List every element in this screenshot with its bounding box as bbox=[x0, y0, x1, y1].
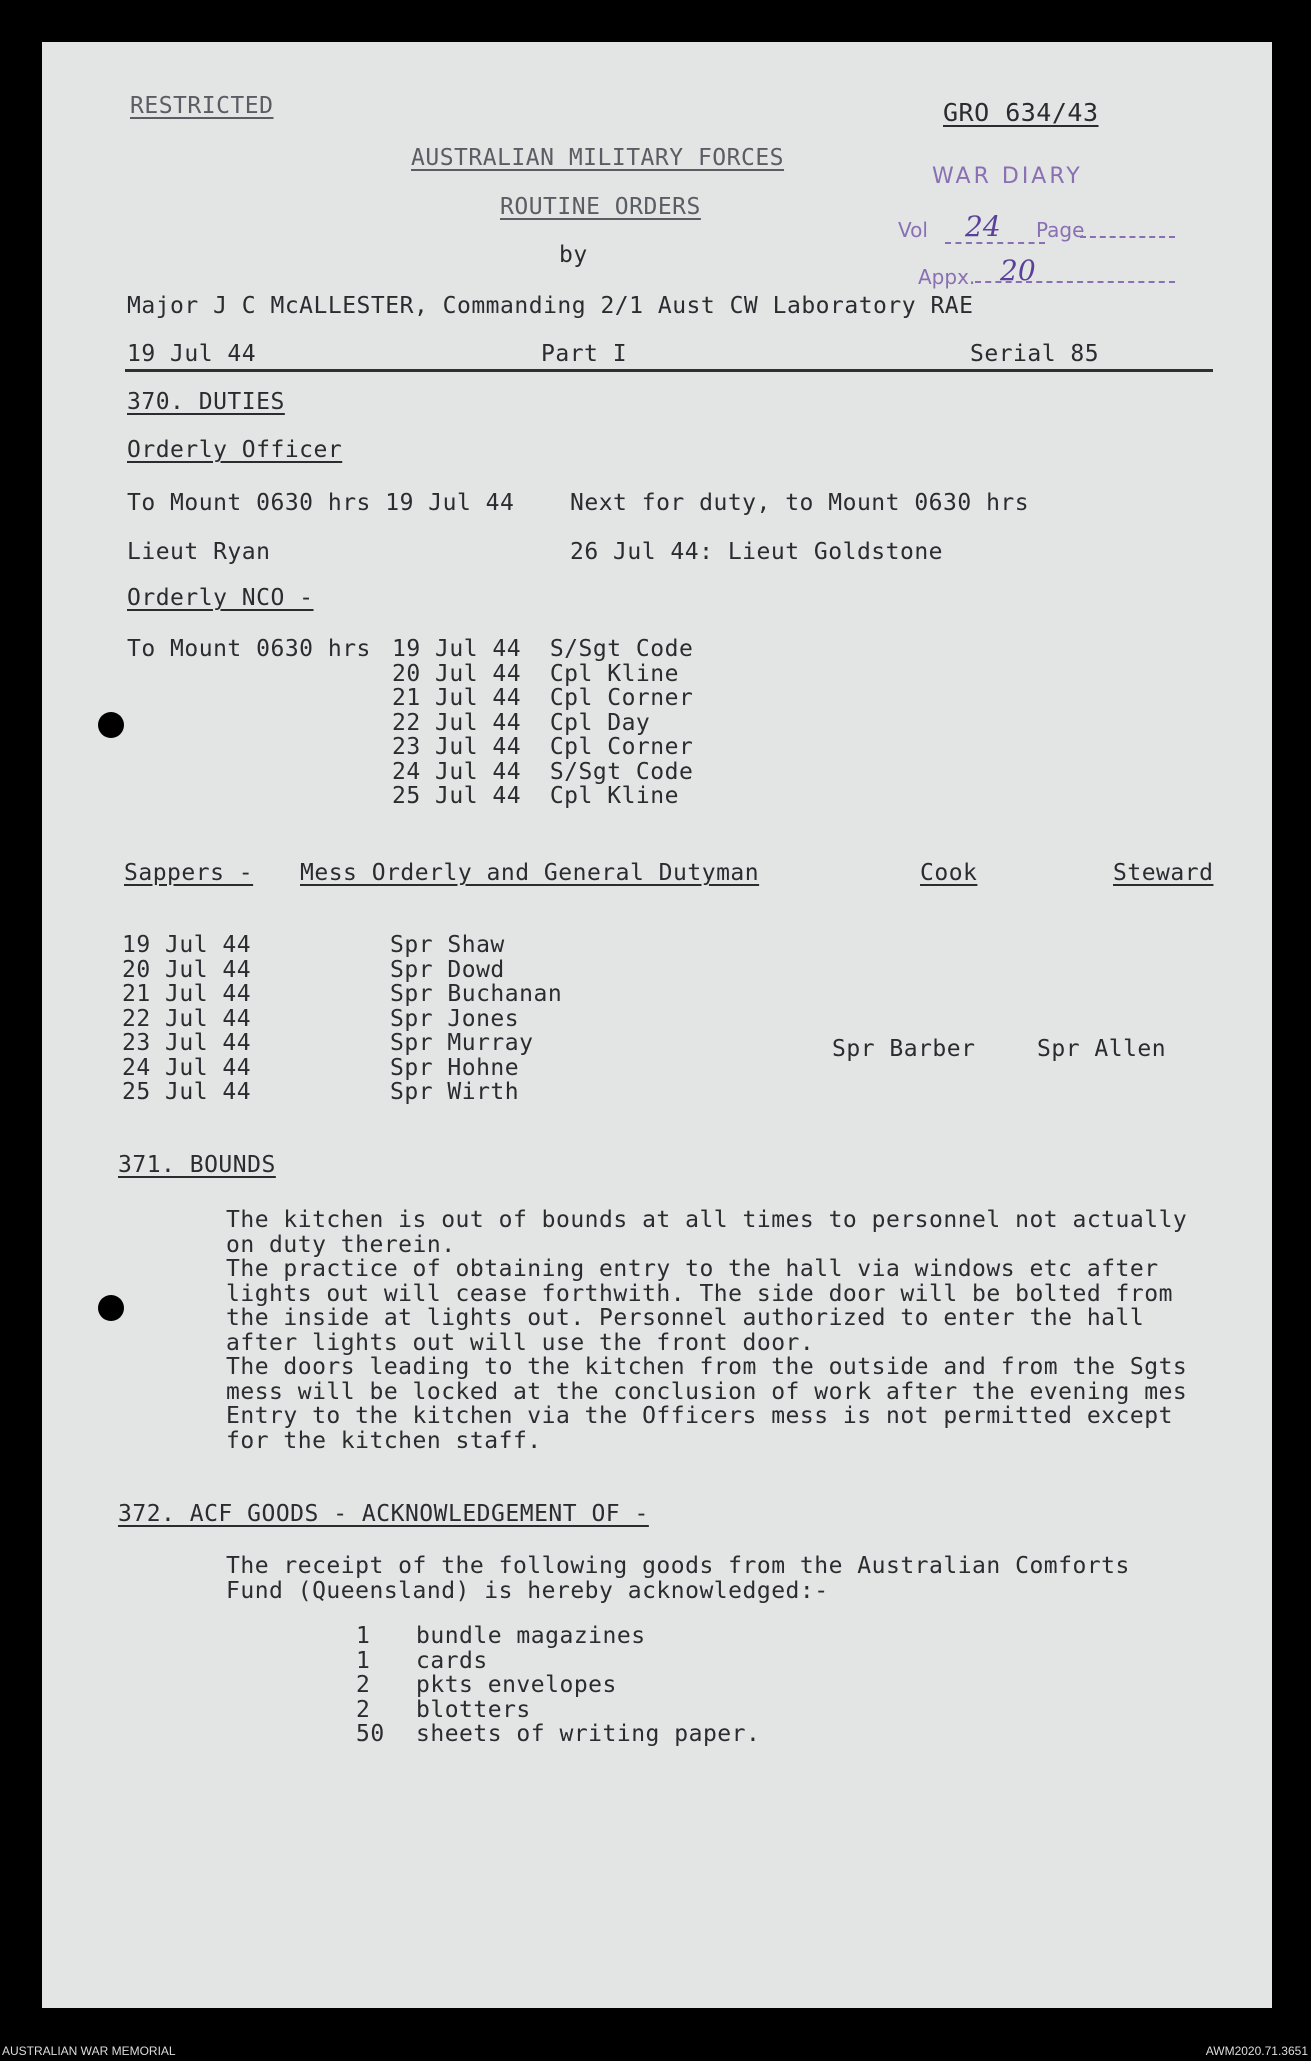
war-diary-vol-line bbox=[945, 242, 1045, 244]
nco-date: 22 Jul 44 bbox=[392, 709, 522, 736]
acf-item-desc: blotters bbox=[416, 1696, 531, 1723]
nco-date: 23 Jul 44 bbox=[392, 734, 522, 760]
sapper-name: Spr Jones bbox=[390, 1005, 520, 1032]
nco-name: Cpl Kline bbox=[549, 783, 679, 809]
acf-intro-line: Fund (Queensland) is hereby acknowledged:- bbox=[226, 1577, 829, 1604]
mess-orderly-heading: Mess Orderly and General Dutyman bbox=[300, 860, 760, 886]
bounds-line: The practice of obtaining entry to the hall via windows etc after bbox=[226, 1256, 1159, 1282]
bounds-line: lights out will cease forthwith. The side door will be bolted from bbox=[226, 1280, 1173, 1307]
nco-row bbox=[392, 662, 693, 687]
order-date: 19 Jul 44 bbox=[127, 341, 257, 367]
nco-name: Cpl Corner bbox=[549, 685, 694, 711]
acf-item-qty: 2 bbox=[356, 1696, 371, 1723]
commander-line: Major J C McALLESTER, Commanding 2/1 Aust CW Laboratory RAE bbox=[127, 293, 974, 319]
acf-intro-line: The receipt of the following goods from the Australian Comforts bbox=[226, 1553, 1130, 1579]
acf-item-desc: pkts envelopes bbox=[416, 1672, 617, 1698]
orderly-nco-prefix: To Mount 0630 hrs bbox=[127, 636, 371, 662]
nco-row bbox=[392, 735, 693, 760]
order-serial: Serial 85 bbox=[970, 341, 1100, 367]
nco-row bbox=[392, 760, 693, 785]
nco-date: 20 Jul 44 bbox=[392, 660, 522, 687]
war-diary-vol-label: Vol bbox=[898, 218, 928, 242]
punch-hole bbox=[98, 712, 124, 738]
by-line: by bbox=[559, 242, 588, 268]
sapper-name: Spr Hohne bbox=[390, 1054, 520, 1081]
steward-heading: Steward bbox=[1113, 860, 1214, 886]
reference-number: GRO 634/43 bbox=[943, 98, 1099, 127]
nco-row bbox=[392, 686, 693, 711]
war-diary-vol-value: 24 bbox=[965, 210, 1001, 243]
cook-heading: Cook bbox=[920, 860, 978, 886]
orderly-nco-heading: Orderly NCO - bbox=[127, 585, 314, 611]
bounds-line: mess will be locked at the conclusion of work after the evening mes bbox=[226, 1378, 1188, 1405]
archive-reference: AWM2020.71.3651 bbox=[1205, 2044, 1308, 2058]
bounds-line: The doors leading to the kitchen from the outside and from the Sgts bbox=[226, 1354, 1188, 1380]
nco-name: Cpl Day bbox=[549, 709, 651, 736]
war-diary-stamp-title: WAR DIARY bbox=[932, 164, 1083, 189]
acf-item-descs bbox=[416, 1624, 760, 1747]
acf-item-desc: bundle magazines bbox=[416, 1623, 646, 1649]
nco-date: 24 Jul 44 bbox=[392, 758, 522, 785]
sapper-date: 22 Jul 44 bbox=[122, 1005, 252, 1032]
acf-item-qtys bbox=[356, 1624, 385, 1747]
acf-item-qty: 1 bbox=[356, 1647, 371, 1674]
organisation-heading: AUSTRALIAN MILITARY FORCES bbox=[411, 145, 785, 171]
section-372-intro bbox=[226, 1554, 1130, 1603]
sapper-date: 23 Jul 44 bbox=[122, 1030, 252, 1056]
nco-row bbox=[392, 784, 693, 809]
sapper-name: Spr Dowd bbox=[390, 956, 505, 983]
sapper-name: Spr Murray bbox=[390, 1030, 534, 1056]
nco-date: 25 Jul 44 bbox=[392, 783, 522, 809]
order-part: Part I bbox=[541, 341, 628, 367]
war-diary-appx-value: 20 bbox=[1000, 254, 1036, 287]
sapper-dates bbox=[122, 933, 251, 1105]
acf-item-desc: cards bbox=[416, 1647, 488, 1674]
war-diary-page-label: Page bbox=[1036, 218, 1085, 242]
sapper-date: 21 Jul 44 bbox=[122, 981, 252, 1007]
acf-item-qty: 1 bbox=[356, 1623, 371, 1649]
section-371-heading: 371. BOUNDS bbox=[118, 1152, 276, 1178]
acf-item-qty: 2 bbox=[356, 1672, 371, 1698]
bounds-line: Entry to the kitchen via the Officers mess is not permitted except bbox=[226, 1403, 1173, 1429]
nco-row bbox=[392, 711, 693, 736]
orderly-officer-name: Lieut Ryan bbox=[127, 539, 271, 565]
classification-label: RESTRICTED bbox=[130, 93, 274, 119]
nco-name: S/Sgt Code bbox=[549, 636, 694, 662]
cook-name: Spr Barber bbox=[832, 1036, 976, 1062]
orderly-officer-mount: To Mount 0630 hrs 19 Jul 44 bbox=[127, 490, 515, 516]
nco-date: 21 Jul 44 bbox=[392, 685, 522, 711]
acf-item-qty: 50 bbox=[356, 1721, 385, 1747]
section-371-body bbox=[226, 1208, 1187, 1453]
nco-row bbox=[392, 637, 693, 662]
sapper-date: 24 Jul 44 bbox=[122, 1054, 252, 1081]
nco-roster bbox=[392, 637, 693, 809]
header-rule bbox=[125, 369, 1213, 372]
acf-item-desc: sheets of writing paper. bbox=[416, 1721, 761, 1747]
sapper-date: 20 Jul 44 bbox=[122, 956, 252, 983]
sappers-label: Sappers - bbox=[124, 860, 254, 886]
bounds-line: for the kitchen staff. bbox=[226, 1427, 542, 1454]
section-370-heading: 370. DUTIES bbox=[127, 389, 285, 415]
sapper-name: Spr Buchanan bbox=[390, 981, 563, 1007]
section-372-heading: 372. ACF GOODS - ACKNOWLEDGEMENT OF - bbox=[118, 1501, 649, 1527]
bounds-line: The kitchen is out of bounds at all times to personnel not actually bbox=[226, 1207, 1188, 1233]
punch-hole bbox=[98, 1295, 124, 1321]
document-title: ROUTINE ORDERS bbox=[500, 194, 701, 220]
bounds-line: on duty therein. bbox=[226, 1231, 456, 1258]
war-diary-appx-label: Appx. bbox=[918, 265, 976, 289]
sapper-date: 19 Jul 44 bbox=[122, 932, 252, 958]
nco-date: 19 Jul 44 bbox=[392, 636, 522, 662]
sapper-names bbox=[390, 933, 562, 1105]
archive-credit: AUSTRALIAN WAR MEMORIAL bbox=[2, 2044, 176, 2058]
sapper-date: 25 Jul 44 bbox=[122, 1079, 252, 1105]
sapper-name: Spr Wirth bbox=[390, 1079, 520, 1105]
sapper-name: Spr Shaw bbox=[390, 932, 505, 958]
orderly-officer-next: Next for duty, to Mount 0630 hrs bbox=[570, 490, 1030, 516]
nco-name: Cpl Corner bbox=[549, 734, 694, 760]
nco-name: S/Sgt Code bbox=[549, 758, 694, 785]
steward-name: Spr Allen bbox=[1037, 1036, 1167, 1062]
war-diary-appx-line bbox=[975, 281, 1175, 283]
bounds-line: the inside at lights out. Personnel authorized to enter the hall bbox=[226, 1305, 1145, 1331]
orderly-officer-next-name: 26 Jul 44: Lieut Goldstone bbox=[570, 539, 944, 565]
orderly-officer-heading: Orderly Officer bbox=[127, 437, 343, 463]
nco-name: Cpl Kline bbox=[549, 660, 679, 687]
war-diary-page-line bbox=[1080, 236, 1175, 238]
bounds-line: after lights out will use the front door. bbox=[226, 1329, 815, 1356]
